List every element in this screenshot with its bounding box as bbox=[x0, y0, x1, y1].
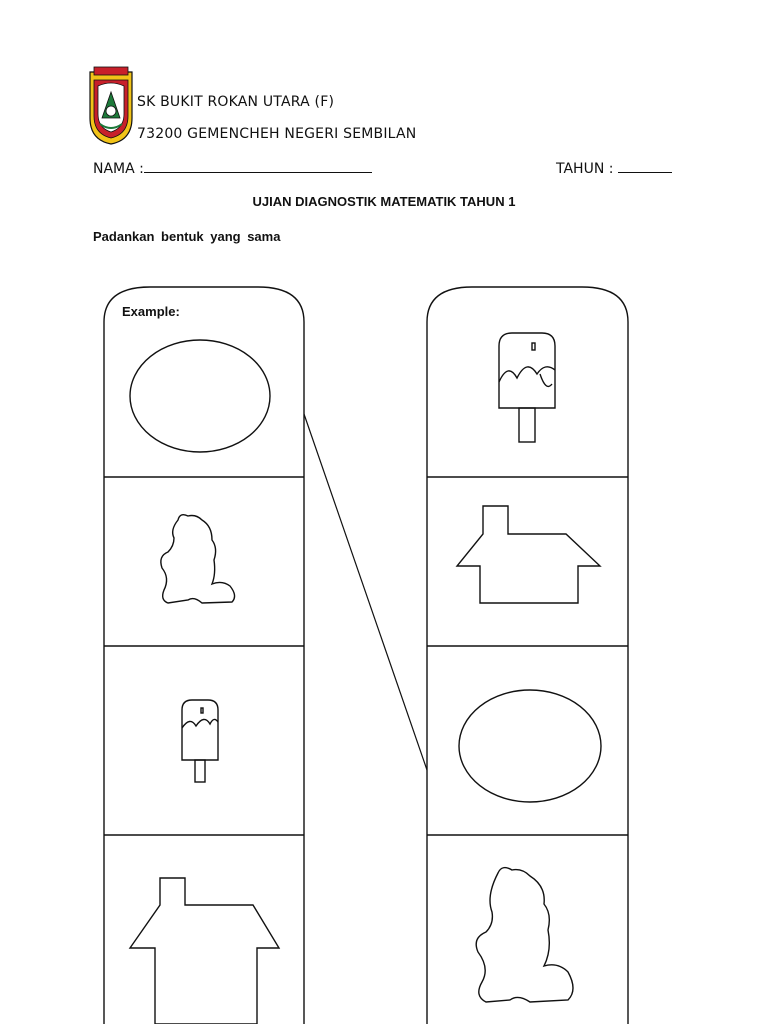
example-match-line bbox=[304, 414, 427, 770]
school-name: SK BUKIT ROKAN UTARA (F) bbox=[137, 94, 335, 110]
bear-icon bbox=[161, 515, 235, 603]
school-address: 73200 GEMENCHEH NEGERI SEMBILAN bbox=[137, 126, 417, 142]
left-column-box bbox=[104, 287, 304, 1024]
right-column-box bbox=[427, 287, 628, 1024]
house-icon bbox=[457, 506, 600, 603]
ice-cream-icon bbox=[182, 700, 218, 782]
ice-cream-icon bbox=[499, 333, 555, 442]
example-label: Example: bbox=[122, 304, 180, 319]
instruction: Padankan bentuk yang sama bbox=[93, 229, 281, 244]
oval-icon bbox=[459, 690, 601, 802]
year-label: TAHUN : bbox=[556, 161, 614, 177]
bear-icon bbox=[476, 868, 573, 1002]
oval-icon bbox=[130, 340, 270, 452]
name-label: NAMA : bbox=[93, 161, 144, 177]
house-icon bbox=[130, 878, 279, 1024]
page-title: UJIAN DIAGNOSTIK MATEMATIK TAHUN 1 bbox=[252, 194, 516, 209]
